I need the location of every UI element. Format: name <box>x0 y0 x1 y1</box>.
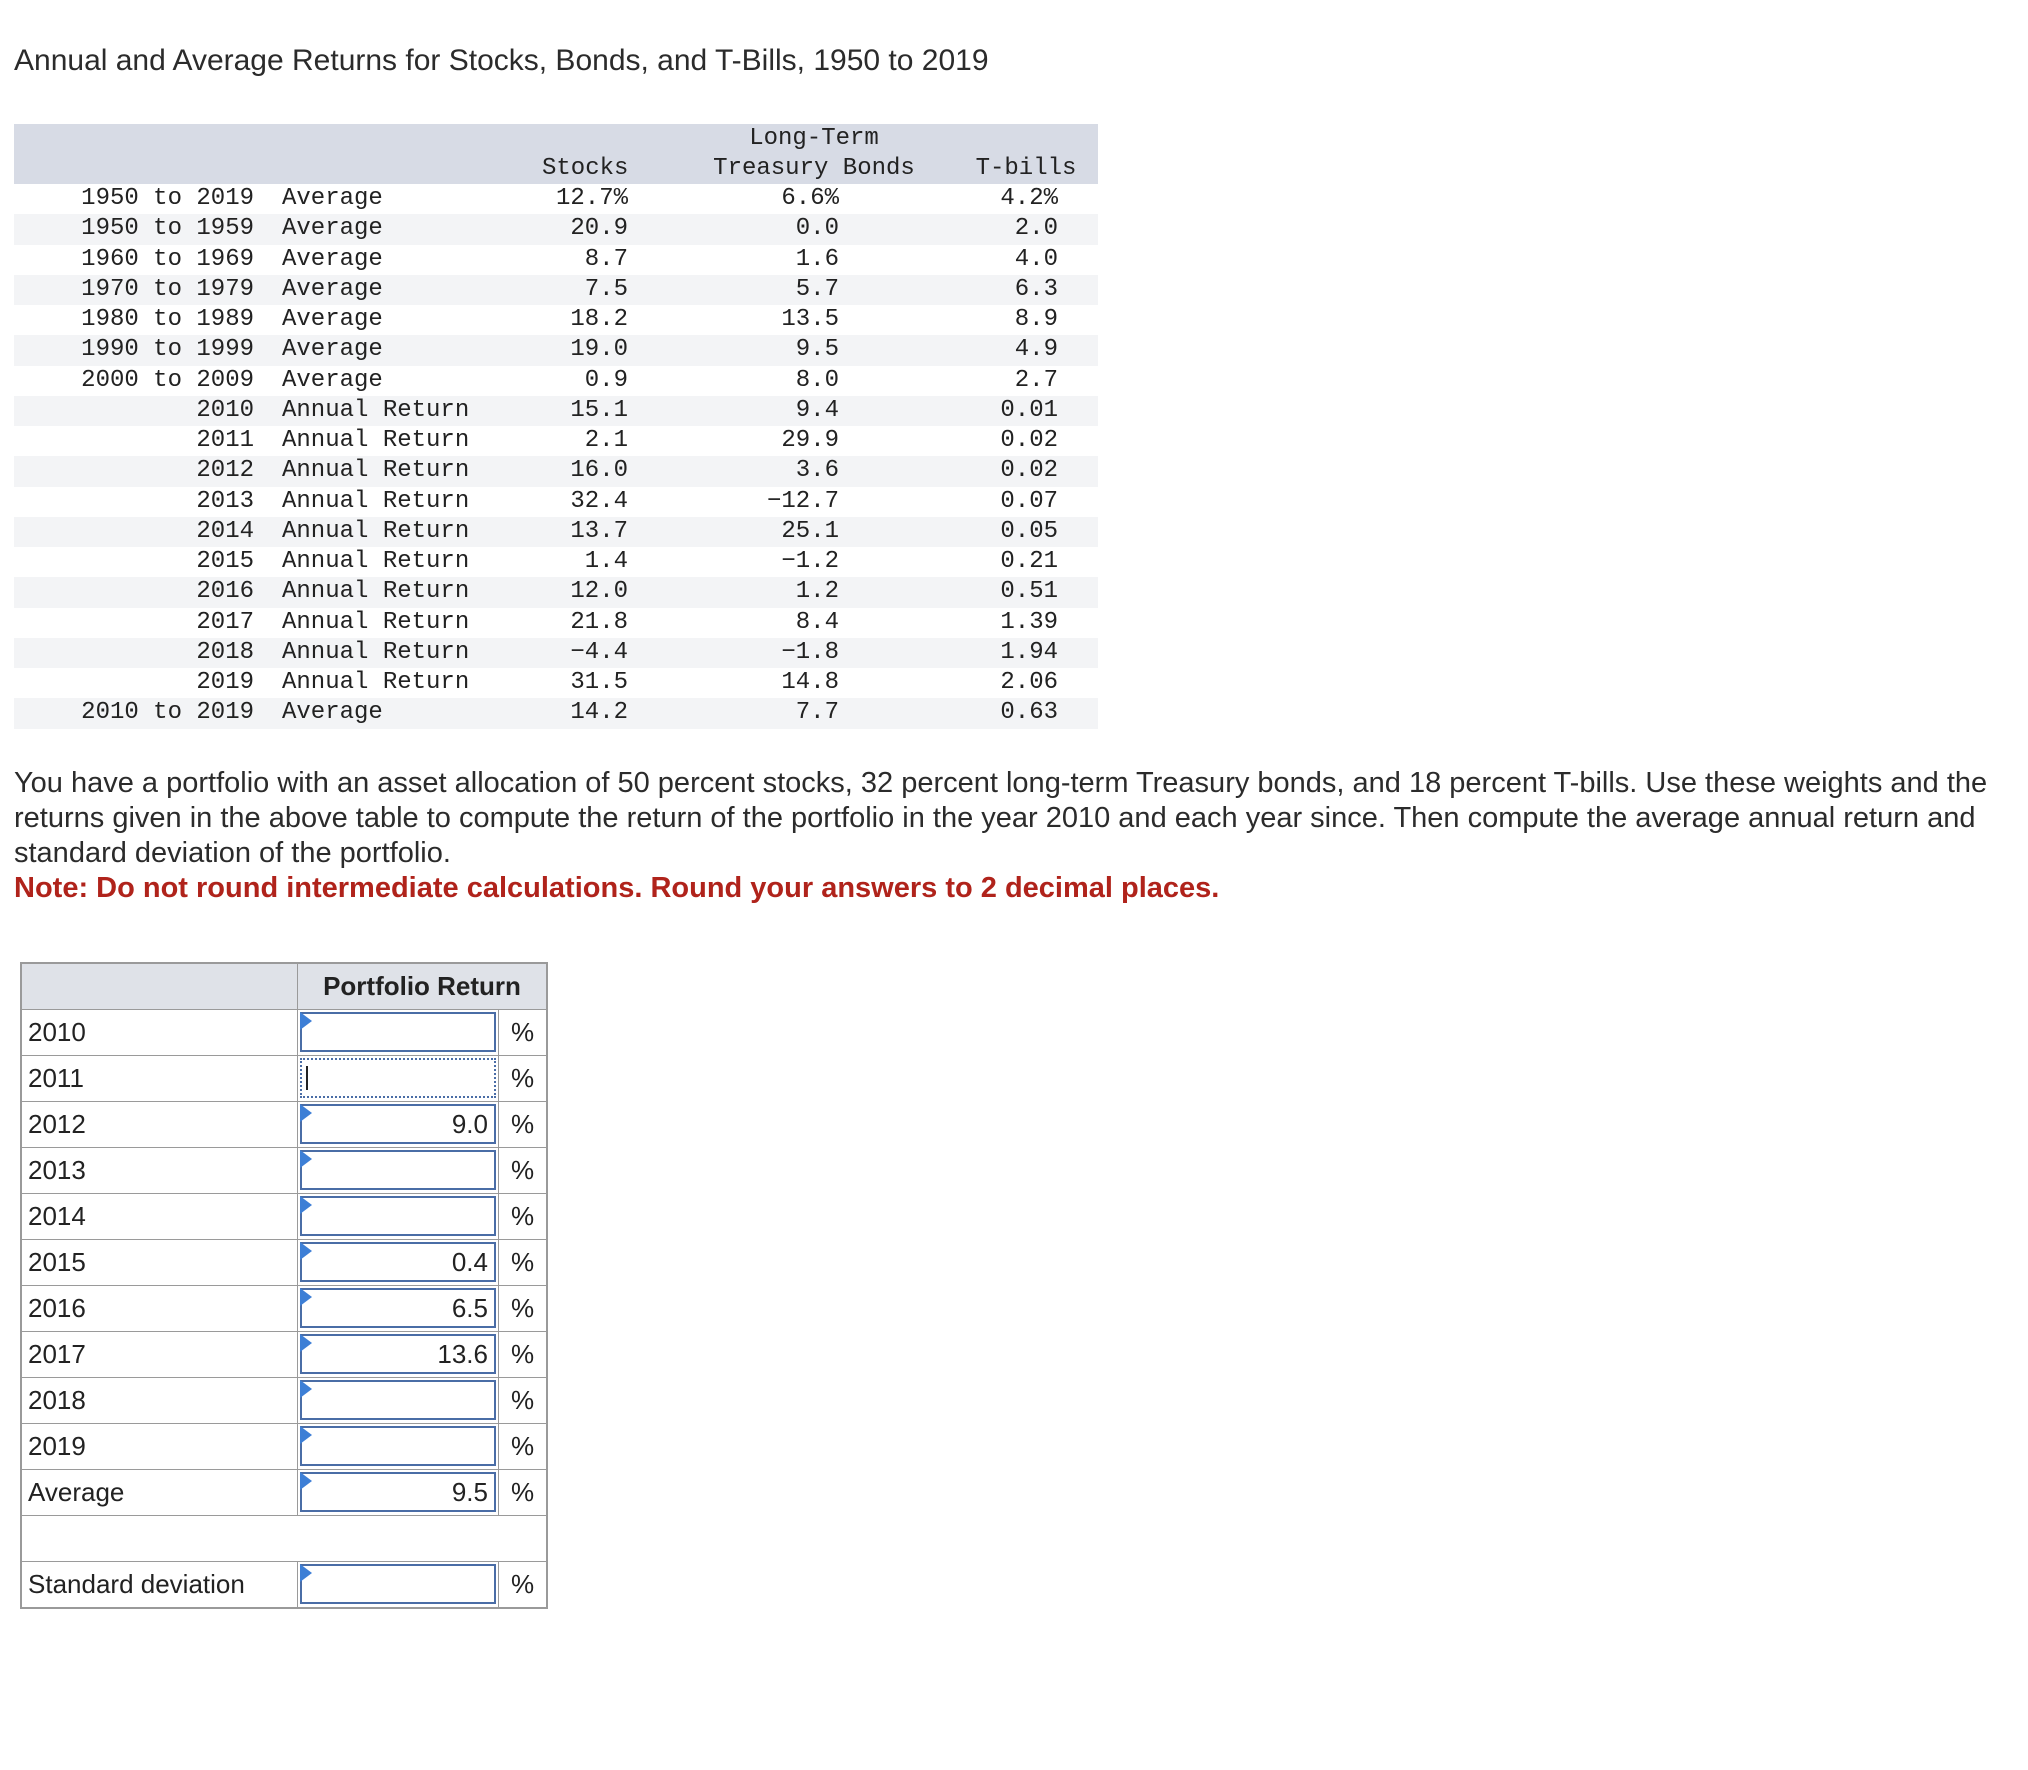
input-cell <box>298 1056 498 1101</box>
ltb-cell: −1.8 <box>781 638 839 666</box>
returns-table <box>14 124 1098 729</box>
input-cell <box>298 1194 498 1239</box>
flag-icon <box>300 1472 312 1490</box>
row-label: 2017 <box>22 1332 298 1377</box>
portfolio-answer-table <box>20 962 548 1609</box>
tbills-cell: 8.9 <box>1014 306 1058 333</box>
flag-icon <box>300 1380 312 1398</box>
answer-row <box>22 1055 546 1101</box>
period-cell: 2013 <box>196 487 254 515</box>
percent-sign: % <box>498 1424 546 1469</box>
type-cell: Average <box>282 366 383 394</box>
tbills-cell: 4.2% <box>1000 185 1058 212</box>
tbills-cell: 1.39 <box>1000 608 1058 636</box>
flag-icon <box>300 1196 312 1214</box>
ltb-cell: 5.7 <box>795 275 839 303</box>
header-tbills: T-bills <box>975 155 1077 182</box>
percent-sign: % <box>498 1240 546 1285</box>
portfolio-return-input[interactable] <box>300 1058 496 1098</box>
ltb-cell: 8.0 <box>795 366 839 394</box>
period-cell: 2017 <box>196 608 254 636</box>
period-cell: 1960 to 1969 <box>81 245 254 273</box>
row-label: Average <box>22 1470 298 1515</box>
ltb-cell: 13.5 <box>781 306 839 333</box>
flag-icon <box>300 1334 312 1352</box>
returns-row <box>14 426 1098 456</box>
portfolio-return-input[interactable]: 9.0 <box>300 1104 496 1144</box>
input-cell <box>298 1148 498 1193</box>
ltb-cell: 25.1 <box>781 517 839 545</box>
row-label: 2013 <box>22 1148 298 1193</box>
row-label: 2016 <box>22 1286 298 1331</box>
returns-row <box>14 487 1098 517</box>
period-cell: 1950 to 1959 <box>81 215 254 243</box>
type-cell: Annual Return <box>282 608 470 636</box>
answer-row <box>22 1331 546 1377</box>
tbills-cell: 0.21 <box>1000 548 1058 575</box>
percent-sign: % <box>498 1332 546 1377</box>
percent-sign: % <box>498 1148 546 1193</box>
returns-row <box>14 608 1098 638</box>
answer-row <box>22 1377 546 1423</box>
ltb-cell: −12.7 <box>766 487 839 515</box>
flag-icon <box>300 1426 312 1444</box>
portfolio-return-input[interactable] <box>300 1196 496 1236</box>
returns-row <box>14 638 1098 668</box>
input-cell <box>298 1240 498 1285</box>
ltb-cell: 14.8 <box>781 669 839 696</box>
returns-row <box>14 214 1098 244</box>
tbills-cell: 0.02 <box>1000 427 1058 454</box>
percent-sign: % <box>498 1194 546 1239</box>
portfolio-return-input[interactable]: 6.5 <box>300 1288 496 1328</box>
row-label: 2019 <box>22 1424 298 1469</box>
period-cell: 2015 <box>196 548 254 575</box>
row-label: 2018 <box>22 1378 298 1423</box>
type-cell: Annual Return <box>282 638 470 666</box>
input-cell <box>298 1424 498 1469</box>
returns-row <box>14 245 1098 275</box>
tbills-cell: 2.7 <box>1014 366 1058 394</box>
portfolio-return-input[interactable] <box>300 1380 496 1420</box>
type-cell: Average <box>282 185 383 212</box>
stocks-cell: 18.2 <box>570 306 628 333</box>
type-cell: Annual Return <box>282 396 470 424</box>
portfolio-return-input[interactable] <box>300 1150 496 1190</box>
stocks-cell: 12.0 <box>570 578 628 606</box>
portfolio-return-input[interactable] <box>300 1012 496 1052</box>
answer-table-header <box>22 964 546 1009</box>
returns-row <box>14 547 1098 577</box>
stocks-cell: 0.9 <box>584 366 628 394</box>
stocks-cell: 8.7 <box>584 245 628 273</box>
type-cell: Annual Return <box>282 578 470 606</box>
type-cell: Annual Return <box>282 427 470 454</box>
type-cell: Annual Return <box>282 457 470 485</box>
flag-icon <box>300 1104 312 1122</box>
tbills-cell: 2.06 <box>1000 669 1058 696</box>
row-label: Standard deviation <box>22 1562 298 1607</box>
period-cell: 2014 <box>196 517 254 545</box>
stocks-cell: 20.9 <box>570 215 628 243</box>
stocks-cell: 12.7% <box>555 185 628 212</box>
flag-icon <box>300 1564 312 1582</box>
tbills-cell: 6.3 <box>1014 275 1058 303</box>
period-cell: 1950 to 2019 <box>81 185 254 212</box>
answer-row <box>22 1423 546 1469</box>
percent-sign: % <box>498 1286 546 1331</box>
stocks-cell: 16.0 <box>570 457 628 485</box>
period-cell: 1970 to 1979 <box>81 275 254 303</box>
stocks-cell: 1.4 <box>584 548 628 575</box>
ltb-cell: 1.2 <box>795 578 839 606</box>
returns-row <box>14 577 1098 607</box>
percent-sign: % <box>498 1562 546 1607</box>
returns-row <box>14 668 1098 698</box>
answer-row <box>22 1285 546 1331</box>
returns-row <box>14 396 1098 426</box>
stocks-cell: 7.5 <box>584 275 628 303</box>
header-blank-cell <box>22 964 298 1009</box>
type-cell: Annual Return <box>282 548 470 575</box>
row-label: 2014 <box>22 1194 298 1239</box>
type-cell: Average <box>282 699 383 727</box>
ltb-cell: 3.6 <box>795 457 839 485</box>
header-ltb-line2: Treasury Bonds <box>713 155 915 182</box>
portfolio-return-input[interactable]: 13.6 <box>300 1334 496 1374</box>
rounding-note: Note: Do not round intermediate calculations. Round your answers to 2 decimal places. <box>14 872 1220 904</box>
flag-icon <box>300 1150 312 1168</box>
type-cell: Average <box>282 306 383 333</box>
flag-icon <box>300 1288 312 1306</box>
stocks-cell: 13.7 <box>570 517 628 545</box>
row-label: 2012 <box>22 1102 298 1147</box>
answer-row <box>22 1193 546 1239</box>
tbills-cell: 0.02 <box>1000 457 1058 485</box>
returns-row <box>14 184 1098 214</box>
answer-row <box>22 1469 546 1515</box>
period-cell: 2010 <box>196 396 254 424</box>
period-cell: 2019 <box>196 669 254 696</box>
tbills-cell: 4.9 <box>1014 336 1058 364</box>
returns-row <box>14 305 1098 335</box>
type-cell: Annual Return <box>282 669 470 696</box>
ltb-cell: 9.4 <box>795 396 839 424</box>
stocks-cell: 19.0 <box>570 336 628 364</box>
std-dev-input[interactable] <box>300 1564 496 1604</box>
portfolio-return-input[interactable] <box>300 1426 496 1466</box>
ltb-cell: 7.7 <box>795 699 839 727</box>
question-block <box>14 766 1994 906</box>
header-ltb-line1: Long-Term <box>749 125 879 152</box>
ltb-cell: 6.6% <box>781 185 839 212</box>
period-cell: 1990 to 1999 <box>81 336 254 364</box>
returns-table-body <box>14 184 1098 729</box>
returns-row <box>14 335 1098 365</box>
answer-row <box>22 1147 546 1193</box>
portfolio-return-input[interactable]: 0.4 <box>300 1242 496 1282</box>
period-cell: 2000 to 2009 <box>81 366 254 394</box>
stocks-cell: 14.2 <box>570 699 628 727</box>
question-text: You have a portfolio with an asset allocation of 50 percent stocks, 32 percent long-term Treasury bonds, and 18 percent T-bills. Use these weights and the returns given in the above table to compute the return of the portfolio in the year 2010 and each year since. Then compute the average annual return and standard deviation of the portfolio. <box>14 767 1988 869</box>
answer-row <box>22 1239 546 1285</box>
period-cell: 2016 <box>196 578 254 606</box>
percent-sign: % <box>498 1378 546 1423</box>
percent-sign: % <box>498 1010 546 1055</box>
flag-icon <box>300 1242 312 1260</box>
row-label: 2010 <box>22 1010 298 1055</box>
type-cell: Annual Return <box>282 517 470 545</box>
ltb-cell: 8.4 <box>795 608 839 636</box>
input-cell <box>298 1332 498 1377</box>
returns-row <box>14 456 1098 486</box>
flag-icon <box>300 1012 312 1030</box>
answer-row <box>22 1101 546 1147</box>
row-label: 2015 <box>22 1240 298 1285</box>
portfolio-return-input[interactable]: 9.5 <box>300 1472 496 1512</box>
type-cell: Average <box>282 215 383 243</box>
stocks-cell: 21.8 <box>570 608 628 636</box>
percent-sign: % <box>498 1056 546 1101</box>
tbills-cell: 0.63 <box>1000 699 1058 727</box>
stocks-cell: 32.4 <box>570 487 628 515</box>
tbills-cell: 2.0 <box>1014 215 1058 243</box>
stocks-cell: 2.1 <box>584 427 628 454</box>
text-cursor <box>306 1066 308 1090</box>
tbills-cell: 0.07 <box>1000 487 1058 515</box>
tbills-cell: 1.94 <box>1000 638 1058 666</box>
percent-sign: % <box>498 1470 546 1515</box>
ltb-cell: −1.2 <box>781 548 839 575</box>
spacer-row <box>22 1515 546 1561</box>
row-label: 2011 <box>22 1056 298 1101</box>
period-cell: 2018 <box>196 638 254 666</box>
header-portfolio-return: Portfolio Return <box>323 971 521 1001</box>
header-stocks: Stocks <box>542 155 629 182</box>
period-cell: 2012 <box>196 457 254 485</box>
type-cell: Average <box>282 245 383 273</box>
type-cell: Average <box>282 336 383 364</box>
ltb-cell: 1.6 <box>795 245 839 273</box>
period-cell: 1980 to 1989 <box>81 306 254 333</box>
page-title: Annual and Average Returns for Stocks, Bonds, and T-Bills, 1950 to 2019 <box>14 44 989 77</box>
returns-row <box>14 275 1098 305</box>
stocks-cell: 15.1 <box>570 396 628 424</box>
returns-row <box>14 698 1098 728</box>
stocks-cell: 31.5 <box>570 669 628 696</box>
ltb-cell: 29.9 <box>781 427 839 454</box>
answer-row <box>22 1009 546 1055</box>
returns-row <box>14 517 1098 547</box>
input-cell <box>298 1562 498 1607</box>
ltb-cell: 0.0 <box>795 215 839 243</box>
input-cell <box>298 1010 498 1055</box>
type-cell: Average <box>282 275 383 303</box>
input-cell <box>298 1286 498 1331</box>
ltb-cell: 9.5 <box>795 336 839 364</box>
returns-table-header <box>14 124 1098 184</box>
input-cell <box>298 1378 498 1423</box>
input-cell <box>298 1470 498 1515</box>
period-cell: 2011 <box>196 427 254 454</box>
stocks-cell: −4.4 <box>570 638 628 666</box>
period-cell: 2010 to 2019 <box>81 699 254 727</box>
input-cell <box>298 1102 498 1147</box>
returns-row <box>14 366 1098 396</box>
answer-table-body <box>22 1009 546 1515</box>
answer-row-std <box>22 1561 546 1607</box>
tbills-cell: 0.51 <box>1000 578 1058 606</box>
percent-sign: % <box>498 1102 546 1147</box>
tbills-cell: 4.0 <box>1014 245 1058 273</box>
tbills-cell: 0.05 <box>1000 517 1058 545</box>
type-cell: Annual Return <box>282 487 470 515</box>
tbills-cell: 0.01 <box>1000 396 1058 424</box>
